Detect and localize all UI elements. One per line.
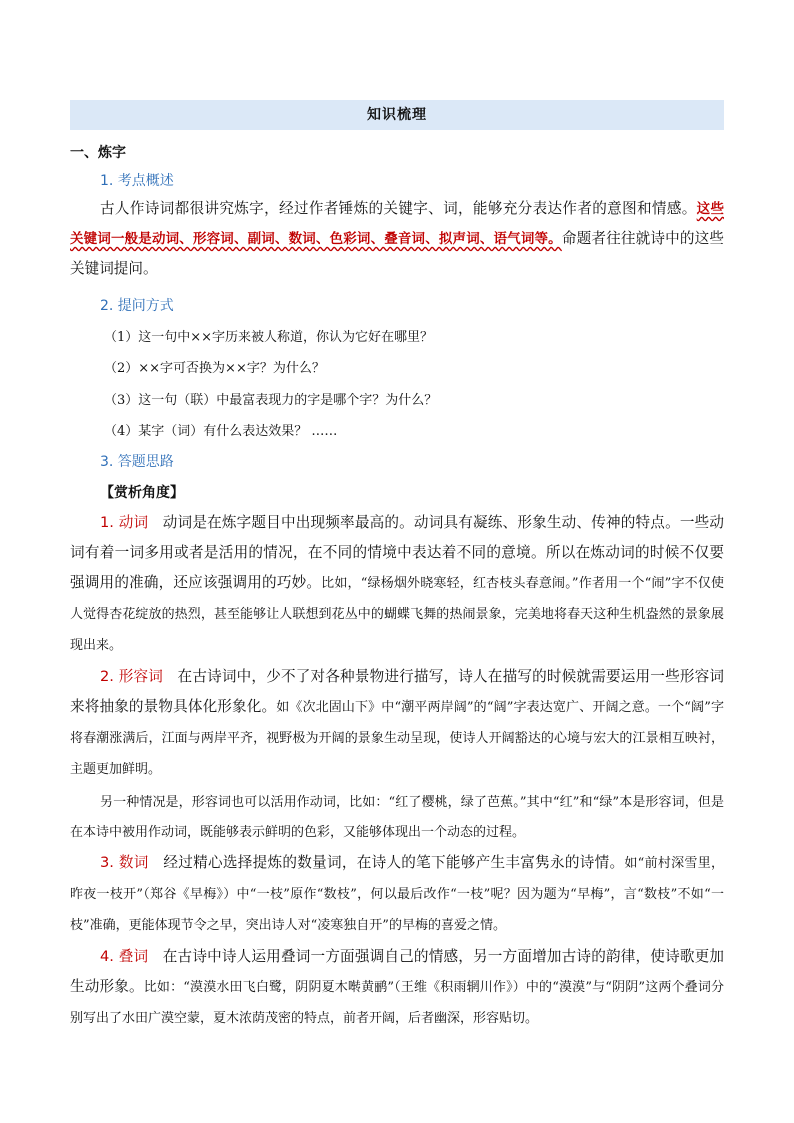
numerals-text-a: 经过精心选择提炼的数量词，在诗人的笔下能够产生丰富隽永的诗情。 <box>163 854 625 871</box>
overview-text-b: 命题者往往就诗中的这些关键词提问。 <box>70 230 724 277</box>
paragraph-verbs <box>70 508 724 661</box>
subheading-question-types: 2. 提问方式 <box>100 298 174 314</box>
appreciation-angle-label: 【赏析角度】 <box>100 485 184 501</box>
subheading-answer-approach: 3. 答题思路 <box>100 454 174 470</box>
verbs-lead: 1. 动词 <box>100 514 149 531</box>
page-title: 知识梳理 <box>367 107 427 123</box>
verbs-text-a: 动词是在炼字题目中出现频率最高的。动词具有凝练、形象生动、传神的特点。一些动词有着一词多用或者是活用的情况，在不同的情境中表达着不同的意境。所以在炼动词的时候不仅要强调用的准确，还应该强调用的巧妙。 <box>70 514 724 591</box>
question-3: （3）这一句（联）中最富表现力的字是哪个字？为什么？ <box>104 393 438 408</box>
reduplication-text-b: 比如：“漠漠水田飞白鹭，阴阴夏木啭黄鹂”（王维《积雨辋川作》）中的“漠漠”与“阴阴”这两个叠词分别写出了水田广漠空蒙，夏木浓荫茂密的特点，前者开阔，后者幽深，形容贴切。 <box>70 980 724 1026</box>
question-1: （1）这一句中××字历来被人称道，你认为它好在哪里？ <box>104 330 434 345</box>
paragraph-reduplication <box>70 942 724 1034</box>
overview-text-a: 古人作诗词都很讲究炼字，经过作者锤炼的关键字、词，能够充分表达作者的意图和情感。 <box>100 200 697 217</box>
paragraph-numerals <box>70 848 724 941</box>
numerals-text-b: 如“前村深雪里，昨夜一枝开”（郑谷《早梅》）中“一枝”原作“数枝”，何以最后改作“一枝”呢？因为题为“早梅”，言“数枝”不如“一枝”准确，更能体现节令之早，突出诗人对“凌寒独自开”的早梅的喜爱之情。 <box>70 856 724 933</box>
question-2: （2）××字可否换为××字？为什么？ <box>104 361 325 376</box>
adjectives-text-b: 如《次北固山下》中“潮平两岸阔”的“阔”字表达宽广、开阔之意。一个“阔”字将春潮涨满后，江面与两岸平齐，视野极为开阔的景象生动呈现，使诗人开阔豁达的心境与宏大的江景相互映衬，主题更加鲜明。 <box>70 700 724 777</box>
section-heading-1: 一、炼字 <box>70 145 126 161</box>
numerals-lead: 3. 数词 <box>100 854 149 871</box>
question-4: （4）某字（词）有什么表达效果？ …… <box>104 424 338 439</box>
reduplication-lead: 4. 叠词 <box>100 948 149 965</box>
adjectives-text-a: 在古诗词中，少不了对各种景物进行描写，诗人在描写的时候就需要运用一些形容词来将抽象的景物具体化形象化。 <box>70 668 724 715</box>
overview-key-words: 这些关键词一般是动词、形容词、副词、数词、色彩词、叠音词、拟声词、语气词等。 <box>70 201 724 247</box>
verbs-text-b: 比如，“绿杨烟外晓寒轻，红杏枝头春意闹。”作者用一个“闹”字不仅使人觉得杏花绽放的热烈，甚至能够让人联想到花丛中的蝴蝶飞舞的热闹景象，完美地将春天这种生机盎然的景象展现出来。 <box>70 576 724 653</box>
subheading-overview: 1. 考点概述 <box>100 173 174 189</box>
paragraph-adjectives-2: 另一种情况是，形容词也可以活用作动词，比如：“红了樱桃，绿了芭蕉。”其中“红”和“绿”本是形容词，但是在本诗中被用作动词，既能够表示鲜明的色彩，又能够体现出一个动态的过程。 <box>70 795 724 840</box>
adjectives-lead: 2. 形容词 <box>100 668 164 685</box>
section-title-bar <box>70 100 724 130</box>
paragraph-adjectives <box>70 662 724 785</box>
paragraph-overview <box>70 194 724 284</box>
reduplication-text-a: 在古诗中诗人运用叠词一方面强调自己的情感，另一方面增加古诗的韵律，使诗歌更加生动形象。 <box>70 948 724 995</box>
